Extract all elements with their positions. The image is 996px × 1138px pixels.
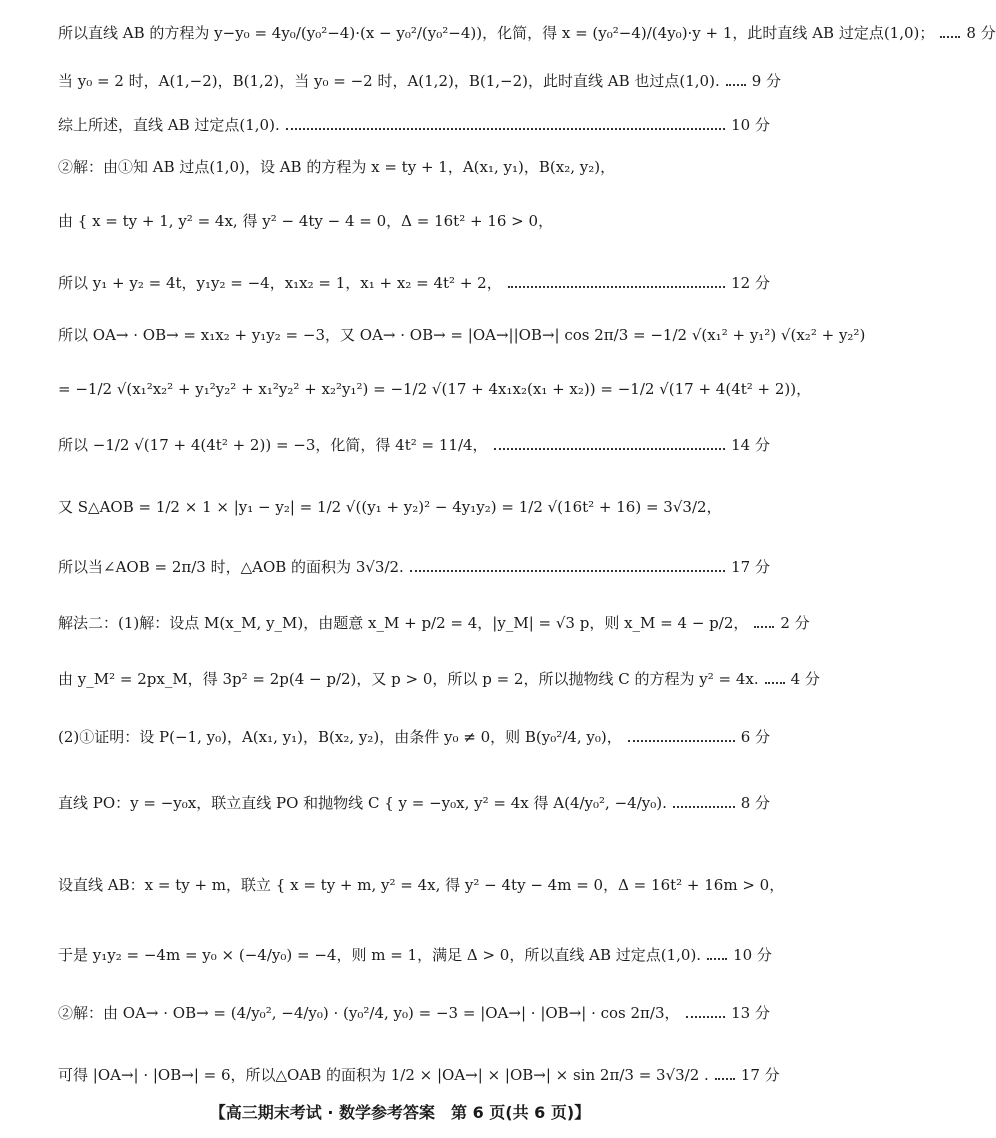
score-label: 8 分 [740, 794, 770, 812]
score-label: 9 分 [751, 72, 782, 90]
line-text: 可得 |OA→| · |OB→| = 6，所以△OAB 的面积为 1/2 × |OA→| × |OB→| × sin 2π/3 = 3√3/2 . [58, 1066, 709, 1084]
page-footer: 【高三期末考试 · 数学参考答案 第 6 页(共 6 页)】 [209, 1103, 591, 1122]
dot-leader [508, 286, 725, 288]
dot-leader [707, 958, 727, 960]
answer-line [58, 22, 996, 43]
score-label: 2 分 [780, 614, 810, 632]
answer-line [58, 156, 770, 177]
line-text: = −1/2 √(x₁²x₂² + y₁²y₂² + x₁²y₂² + x₂²y₁²) = −1/2 √(17 + 4x₁x₂(x₁ + x₂)) = −1/2 √(17 + 4(4t² + 2))， [58, 380, 812, 398]
dot-leader [410, 570, 725, 572]
line-text: 所以 y₁ + y₂ = 4t，y₁y₂ = −4，x₁x₂ = 1，x₁ + x₂ = 4t² + 2， [58, 274, 502, 292]
dot-leader [494, 448, 726, 450]
line-text: 又 S△AOB = 1/2 × 1 × |y₁ − y₂| = 1/2 √((y₁ + y₂)² − 4y₁y₂) = 1/2 √(16t² + 16) = 3√3/2， [58, 498, 722, 516]
score-label: 6 分 [740, 728, 770, 746]
answer-line [58, 1002, 770, 1023]
answer-line [58, 496, 770, 517]
answer-line [58, 324, 866, 345]
answer-line [58, 378, 812, 399]
score-label: 10 分 [731, 116, 770, 134]
dot-leader [286, 128, 725, 130]
dot-leader [726, 84, 746, 86]
answer-line [58, 944, 770, 965]
score-label: 13 分 [731, 1004, 770, 1022]
dot-leader [715, 1078, 735, 1080]
dot-leader [765, 682, 785, 684]
line-text: 于是 y₁y₂ = −4m = y₀ × (−4/y₀) = −4，则 m = 1，满足 Δ > 0，所以直线 AB 过定点(1,0). [58, 946, 702, 964]
score-label: 17 分 [731, 558, 770, 576]
line-text: ②解：由①知 AB 过点(1,0)，设 AB 的方程为 x = ty + 1，A(x₁, y₁)，B(x₂, y₂)， [58, 158, 616, 176]
answer-line [58, 434, 770, 455]
score-label: 10 分 [733, 946, 772, 964]
score-label: 17 分 [740, 1066, 780, 1084]
dot-leader [754, 626, 774, 628]
dot-leader [940, 36, 960, 38]
answer-line [58, 612, 810, 633]
answer-line [58, 726, 770, 747]
score-label: 14 分 [731, 436, 770, 454]
answer-line [58, 114, 770, 135]
line-text: 设直线 AB：x = ty + m，联立 { x = ty + m, y² = 4x, 得 y² − 4ty − 4m = 0，Δ = 16t² + 16m > 0， [58, 876, 785, 894]
answer-line [58, 1064, 780, 1085]
line-text: 所以 OA→ · OB→ = x₁x₂ + y₁y₂ = −3，又 OA→ · OB→ = |OA→||OB→| cos 2π/3 = −1/2 √(x₁² + y₁²) √(x₂² + y₂²) [58, 326, 866, 344]
line-text: ②解：由 OA→ · OB→ = (4/y₀², −4/y₀) · (y₀²/4, y₀) = −3 = |OA→| · |OB→| · cos 2π/3， [58, 1004, 680, 1022]
answer-line [58, 792, 770, 813]
line-text: 所以直线 AB 的方程为 y−y₀ = 4y₀/(y₀²−4)·(x − y₀²/(y₀²−4))，化简，得 x = (y₀²−4)/(4y₀)·y + 1，此时直线 AB 过定点(1,0)； [58, 24, 935, 42]
line-text: 所以当∠AOB = 2π/3 时，△AOB 的面积为 3√3/2. [58, 558, 404, 576]
line-text: 综上所述，直线 AB 过定点(1,0). [58, 116, 280, 134]
score-label: 8 分 [966, 24, 996, 42]
answer-line [58, 70, 782, 91]
dot-leader [686, 1016, 726, 1018]
answer-line [58, 874, 785, 895]
line-text: 当 y₀ = 2 时，A(1,−2)，B(1,2)，当 y₀ = −2 时，A(1,2)，B(1,−2)，此时直线 AB 也过点(1,0). [58, 72, 720, 90]
answer-line [58, 668, 820, 689]
score-label: 4 分 [790, 670, 820, 688]
dot-leader [628, 740, 735, 742]
line-text: 解法二：(1)解：设点 M(x_M, y_M)，由题意 x_M + p/2 = 4，|y_M| = √3 p，则 x_M = 4 − p/2， [58, 614, 749, 632]
answer-line [58, 210, 770, 231]
line-text: 直线 PO：y = −y₀x，联立直线 PO 和抛物线 C { y = −y₀x, y² = 4x 得 A(4/y₀², −4/y₀). [58, 794, 667, 812]
line-text: 所以 −1/2 √(17 + 4(4t² + 2)) = −3，化简，得 4t² = 11/4， [58, 436, 488, 454]
answer-line [58, 272, 770, 293]
dot-leader [673, 806, 735, 808]
answer-line [58, 556, 770, 577]
score-label: 12 分 [731, 274, 770, 292]
line-text: 由 { x = ty + 1, y² = 4x, 得 y² − 4ty − 4 = 0，Δ = 16t² + 16 > 0， [58, 212, 554, 230]
line-text: 由 y_M² = 2px_M，得 3p² = 2p(4 − p/2)，又 p > 0，所以 p = 2，所以抛物线 C 的方程为 y² = 4x. [58, 670, 759, 688]
line-text: (2)①证明：设 P(−1, y₀)，A(x₁, y₁)，B(x₂, y₂)，由条件 y₀ ≠ 0，则 B(y₀²/4, y₀)， [58, 728, 622, 746]
